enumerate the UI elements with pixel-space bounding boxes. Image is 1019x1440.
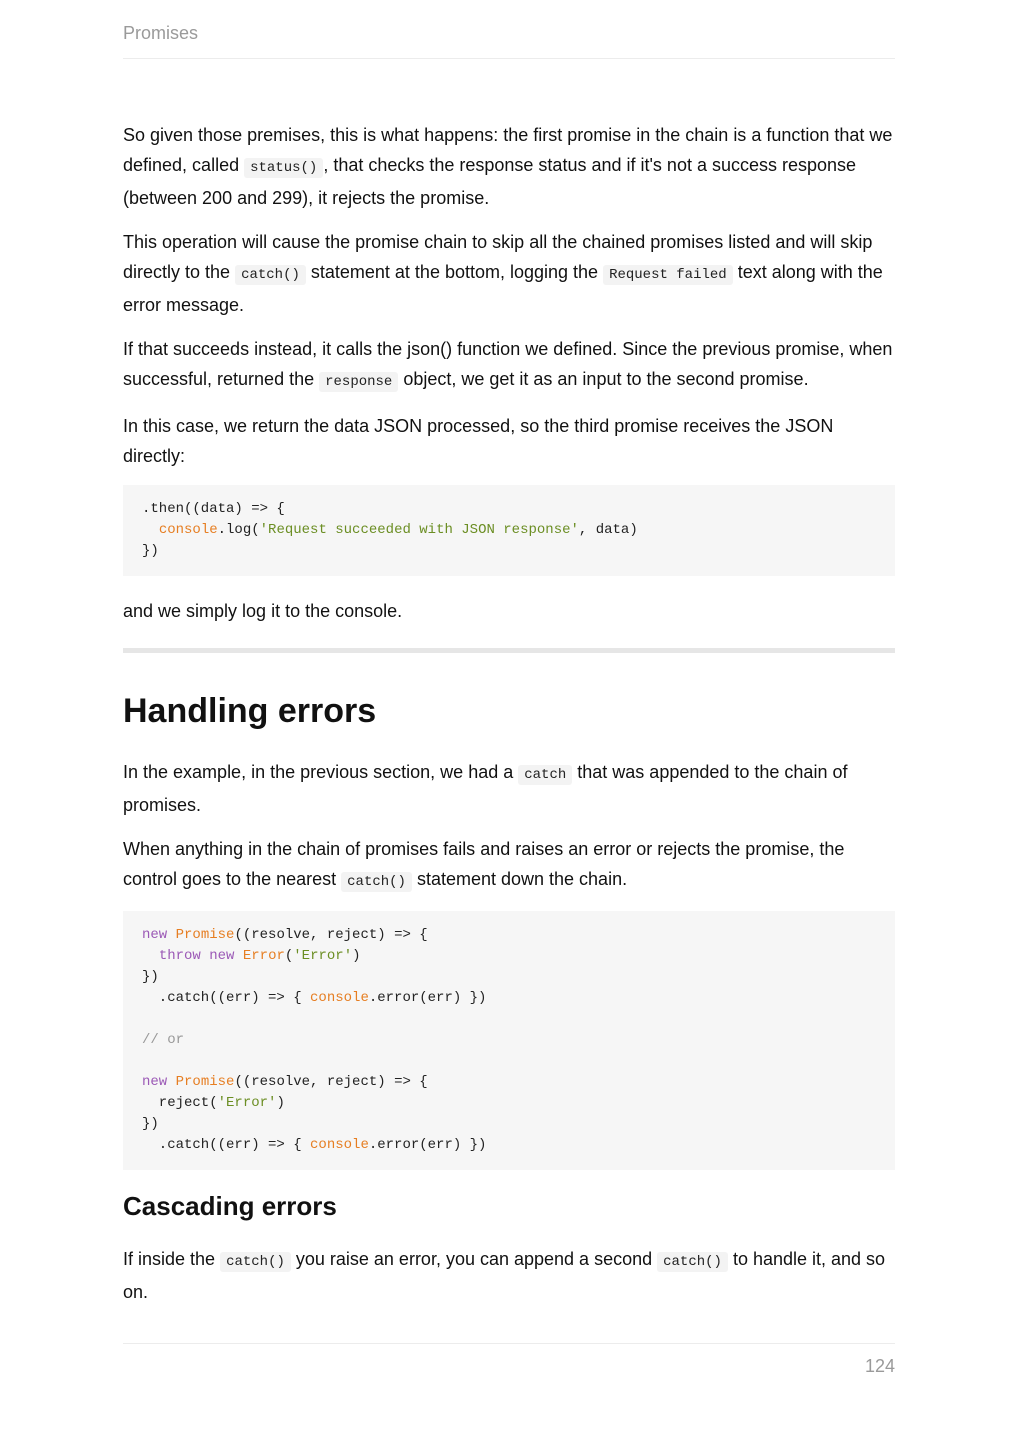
- inline-code-status: status(): [244, 158, 323, 178]
- inline-code-catch-keyword: catch: [518, 765, 572, 785]
- code-comment: // or: [142, 1032, 185, 1048]
- paragraph-nearest-catch: When anything in the chain of promises fails and raises an error or rejects the promise, the control goes to the nearest catch() statement down the chain.: [123, 839, 845, 890]
- paragraph-status: So given those premises, this is what happens: the first promise in the chain is a function that we defined, called status() , that checks the response status and if it's not a success response (between 200 and 299), it rejects the promise.: [123, 125, 893, 208]
- footer-divider: [123, 1343, 895, 1344]
- paragraph-skip-chain: This operation will cause the promise chain to skip all the chained promises listed and will skip directly to the catch() statement at the bottom, logging the Request failed text along with the error message.: [123, 232, 883, 315]
- heading-handling-errors: Handling errors: [123, 692, 377, 730]
- inline-code-response: response: [319, 372, 398, 392]
- section-divider: [123, 648, 895, 653]
- document-page: [123, 0, 895, 1440]
- inline-code-catch-second: catch(): [657, 1252, 728, 1272]
- paragraph-cascading: If inside the catch() you raise an error, you can append a second catch() to handle it, and so on.: [123, 1249, 886, 1302]
- inline-code-request-failed: Request failed: [603, 265, 733, 285]
- paragraph-log-console: and we simply log it to the console.: [123, 601, 403, 621]
- heading-cascading-errors: Cascading errors: [123, 1191, 337, 1221]
- page-content: [123, 120, 895, 1321]
- running-header: Promises: [123, 23, 199, 43]
- paragraph-catch-appended: In the example, in the previous section, we had a catch that was appended to the chain of promises.: [123, 762, 848, 815]
- code-block-then: .then((data) => { console.log('Request succeeded with JSON response', data) }): [123, 485, 895, 576]
- inline-code-catch-call: catch(): [341, 872, 412, 892]
- page-number: 124: [864, 1356, 895, 1376]
- inline-code-catch-first: catch(): [220, 1252, 291, 1272]
- inline-code-catch: catch(): [235, 265, 306, 285]
- header-divider: [123, 58, 895, 59]
- paragraph-json: If that succeeds instead, it calls the json() function we defined. Since the previous promise, when successful, returned the response object, we get it as an input to the second promise.: [123, 339, 893, 390]
- paragraph-third-promise: In this case, we return the data JSON processed, so the third promise receives the JSON directly:: [123, 416, 834, 466]
- code-block-errors: new Promise((resolve, reject) => { throw new Error('Error') }) .catch((err) => { console.error(err) }) // or new Promise((resolve, reject) => { reject('Error') }) .catch((err) => { console.error(err) }): [123, 911, 895, 1170]
